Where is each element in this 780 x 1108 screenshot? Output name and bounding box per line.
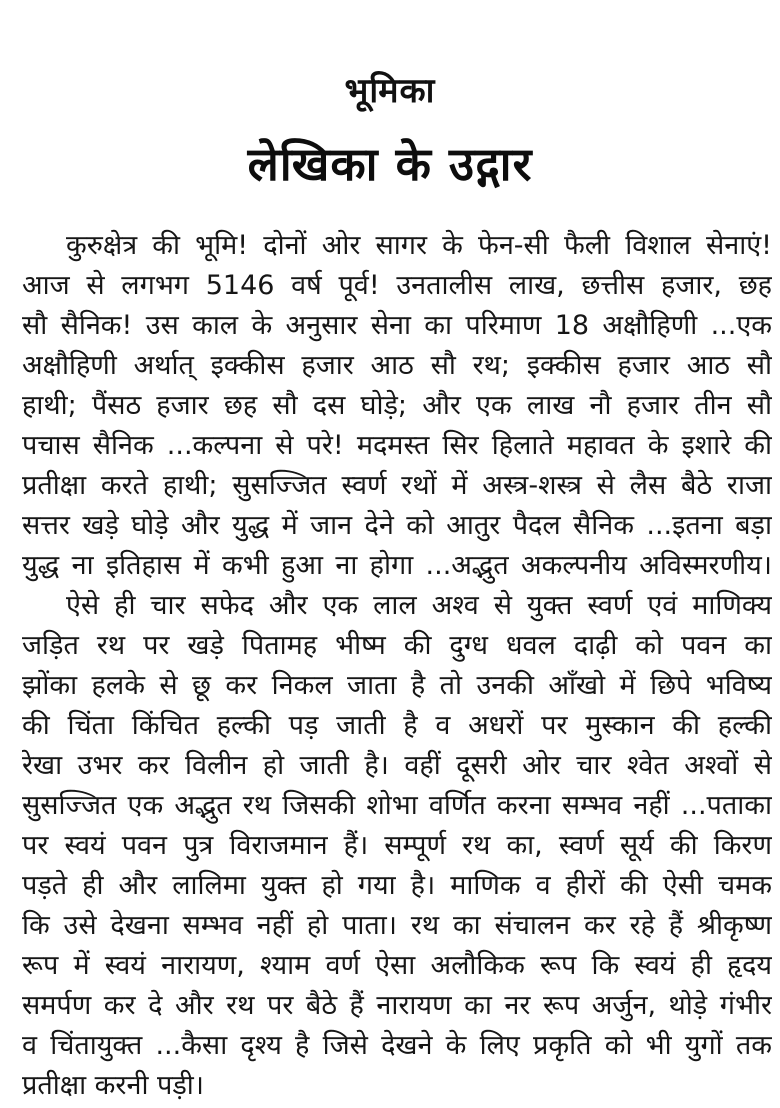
text-line: पड़ते ही और लालिमा युक्त हो गया है। माणिक व हीरों की ऐसी चमक [22, 870, 772, 901]
text-line: कि उसे देखना सम्भव नहीं हो पाता। रथ का संचालन कर रहे हैं श्रीकृष्ण [22, 910, 772, 941]
text-line: प्रतीक्षा करनी पड़ी। [22, 1070, 205, 1101]
text-line: प्रतीक्षा करते हाथी; सुसज्जित स्वर्ण रथों में अस्त्र-शस्त्र से लैस बैठे राजा [22, 470, 772, 501]
text-line: हाथी; पैंसठ हजार छह सौ दस घोड़े; और एक लाख नौ हजार तीन सौ [22, 390, 772, 421]
text-line: कुरुक्षेत्र की भूमि! दोनों ओर सागर के फेन-सी फैली विशाल सेनाएं! [66, 230, 772, 261]
page-title: लेखिका के उद्गार [247, 137, 533, 191]
text-line: पचास सैनिक ...कल्पना से परे! मदमस्त सिर हिलाते महावत के इशारे की [22, 430, 772, 461]
text-line: अक्षौहिणी अर्थात् इक्कीस हजार आठ सौ रथ; इक्कीस हजार आठ सौ [22, 350, 772, 381]
text-line: जड़ित रथ पर खड़े पितामह भीष्म की दुग्ध धवल दाढ़ी को पवन का [22, 630, 772, 661]
text-line: पर स्वयं पवन पुत्र विराजमान हैं। सम्पूर्ण रथ का, स्वर्ण सूर्य की किरण [22, 830, 772, 861]
body-text [0, 226, 780, 1106]
text-line: ऐसे ही चार सफेद और एक लाल अश्व से युक्त स्वर्ण एवं माणिक्य [66, 590, 772, 621]
text-line: की चिंता किंचित हल्की पड़ जाती है व अधरों पर मुस्कान की हल्की [22, 710, 772, 741]
text-line: व चिंतायुक्त ...कैसा दृश्य है जिसे देखने के लिए प्रकृति को भी युगों तक [22, 1030, 772, 1061]
text-line: रेखा उभर कर विलीन हो जाती है। वहीं दूसरी ओर चार श्वेत अश्वों से [22, 750, 772, 781]
text-line: झोंका हलके से छू कर निकल जाता है तो उनकी आँखो में छिपे भविष्य [22, 670, 772, 701]
text-line: रूप में स्वयं नारायण, श्याम वर्ण ऐसा अलौकिक रूप कि स्वयं ही हृदय [22, 950, 772, 981]
section-kicker: भूमिका [344, 71, 436, 111]
text-line: सत्तर खड़े घोड़े और युद्ध में जान देने को आतुर पैदल सैनिक ...इतना बड़ा [22, 510, 772, 541]
text-line: युद्ध ना इतिहास में कभी हुआ ना होगा ...अद्भुत अकल्पनीय अविस्मरणीय। [22, 550, 772, 581]
text-line: सौ सैनिक! उस काल के अनुसार सेना का परिमाण 18 अक्षौहिणी ...एक [22, 310, 772, 341]
text-line: समर्पण कर दे और रथ पर बैठे हैं नारायण का नर रूप अर्जुन, थोड़े गंभीर [22, 990, 772, 1021]
text-line: आज से लगभग 5146 वर्ष पूर्व! उनतालीस लाख, छत्तीस हजार, छह [22, 270, 772, 301]
text-line: सुसज्जित एक अद्भुत रथ जिसकी शोभा वर्णित करना सम्भव नहीं ...पताका [22, 790, 772, 821]
